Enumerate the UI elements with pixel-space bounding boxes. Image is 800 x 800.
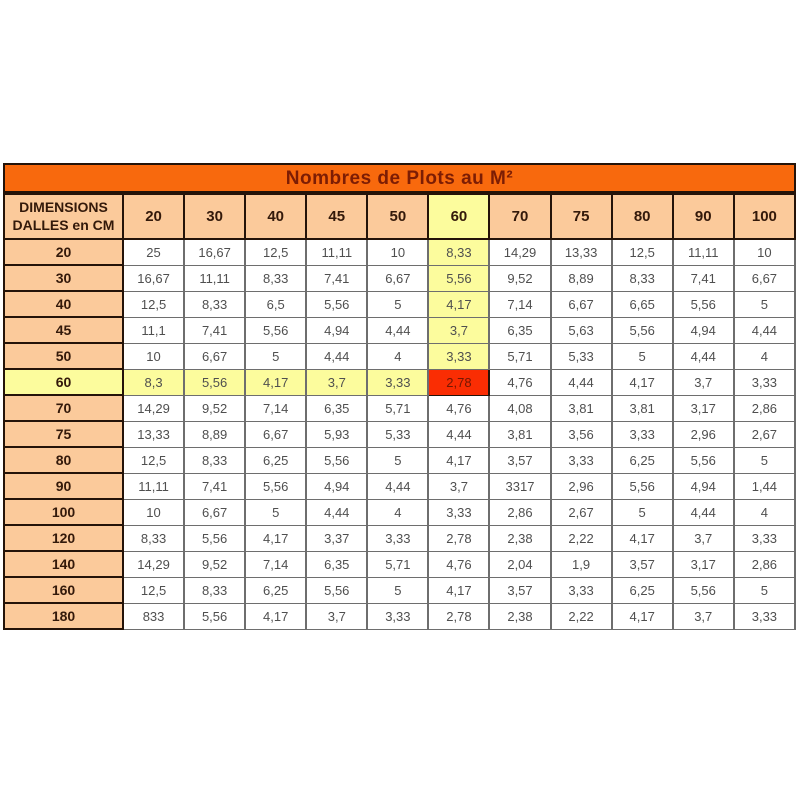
cell-30-60: 5,56 [428, 265, 489, 291]
cell-75-70: 3,81 [489, 421, 550, 447]
cell-45-30: 7,41 [184, 317, 245, 343]
plots-per-m2-table [3, 163, 796, 630]
cell-40-90: 5,56 [673, 291, 734, 317]
cell-60-75: 4,44 [551, 369, 612, 395]
cell-40-45: 5,56 [306, 291, 367, 317]
cell-50-60: 3,33 [428, 343, 489, 369]
cell-45-90: 4,94 [673, 317, 734, 343]
cell-90-100: 1,44 [734, 473, 795, 499]
cell-120-90: 3,7 [673, 525, 734, 551]
cell-90-40: 5,56 [245, 473, 306, 499]
cell-20-100: 10 [734, 239, 795, 265]
column-header-90: 90 [673, 194, 734, 239]
cell-60-20: 8,3 [123, 369, 184, 395]
column-header-45: 45 [306, 194, 367, 239]
table-body [4, 239, 795, 629]
cell-100-40: 5 [245, 499, 306, 525]
table-row-80 [4, 447, 795, 473]
cell-40-20: 12,5 [123, 291, 184, 317]
table-row-75 [4, 421, 795, 447]
cell-100-60: 3,33 [428, 499, 489, 525]
cell-50-100: 4 [734, 343, 795, 369]
cell-90-20: 11,11 [123, 473, 184, 499]
cell-75-90: 2,96 [673, 421, 734, 447]
cell-100-70: 2,86 [489, 499, 550, 525]
cell-50-20: 10 [123, 343, 184, 369]
cell-70-30: 9,52 [184, 395, 245, 421]
cell-45-45: 4,94 [306, 317, 367, 343]
cell-90-30: 7,41 [184, 473, 245, 499]
cell-120-80: 4,17 [612, 525, 673, 551]
cell-100-75: 2,67 [551, 499, 612, 525]
cell-90-50: 4,44 [367, 473, 428, 499]
cell-140-40: 7,14 [245, 551, 306, 577]
cell-50-75: 5,33 [551, 343, 612, 369]
table-row-100 [4, 499, 795, 525]
cell-40-60: 4,17 [428, 291, 489, 317]
cell-180-90: 3,7 [673, 603, 734, 629]
table-row-45 [4, 317, 795, 343]
row-header-50: 50 [4, 343, 123, 369]
cell-70-40: 7,14 [245, 395, 306, 421]
table-row-40 [4, 291, 795, 317]
column-header-75: 75 [551, 194, 612, 239]
cell-20-60: 8,33 [428, 239, 489, 265]
cell-75-30: 8,89 [184, 421, 245, 447]
cell-60-40: 4,17 [245, 369, 306, 395]
cell-120-70: 2,38 [489, 525, 550, 551]
cell-20-70: 14,29 [489, 239, 550, 265]
cell-45-80: 5,56 [612, 317, 673, 343]
table-row-50 [4, 343, 795, 369]
column-header-100: 100 [734, 194, 795, 239]
cell-50-30: 6,67 [184, 343, 245, 369]
cell-75-45: 5,93 [306, 421, 367, 447]
cell-45-40: 5,56 [245, 317, 306, 343]
cell-120-50: 3,33 [367, 525, 428, 551]
table-row-20 [4, 239, 795, 265]
cell-180-50: 3,33 [367, 603, 428, 629]
cell-90-90: 4,94 [673, 473, 734, 499]
cell-100-90: 4,44 [673, 499, 734, 525]
cell-75-40: 6,67 [245, 421, 306, 447]
cell-100-30: 6,67 [184, 499, 245, 525]
cell-45-100: 4,44 [734, 317, 795, 343]
cell-140-100: 2,86 [734, 551, 795, 577]
corner-header-line1: DIMENSIONS [19, 199, 108, 215]
row-header-180: 180 [4, 603, 123, 629]
cell-30-50: 6,67 [367, 265, 428, 291]
cell-180-30: 5,56 [184, 603, 245, 629]
cell-30-20: 16,67 [123, 265, 184, 291]
column-header-40: 40 [245, 194, 306, 239]
row-header-20: 20 [4, 239, 123, 265]
row-header-80: 80 [4, 447, 123, 473]
table-row-180 [4, 603, 795, 629]
cell-40-75: 6,67 [551, 291, 612, 317]
cell-75-50: 5,33 [367, 421, 428, 447]
header-row [4, 194, 795, 239]
cell-50-45: 4,44 [306, 343, 367, 369]
cell-160-20: 12,5 [123, 577, 184, 603]
cell-120-40: 4,17 [245, 525, 306, 551]
cell-80-70: 3,57 [489, 447, 550, 473]
row-header-120: 120 [4, 525, 123, 551]
table-header [4, 194, 795, 239]
column-header-80: 80 [612, 194, 673, 239]
cell-140-30: 9,52 [184, 551, 245, 577]
cell-75-100: 2,67 [734, 421, 795, 447]
cell-40-80: 6,65 [612, 291, 673, 317]
cell-140-20: 14,29 [123, 551, 184, 577]
cell-80-75: 3,33 [551, 447, 612, 473]
cell-30-75: 8,89 [551, 265, 612, 291]
cell-60-60: 2,78 [428, 369, 489, 395]
cell-180-40: 4,17 [245, 603, 306, 629]
cell-90-70: 3317 [489, 473, 550, 499]
cell-30-45: 7,41 [306, 265, 367, 291]
cell-140-80: 3,57 [612, 551, 673, 577]
cell-60-45: 3,7 [306, 369, 367, 395]
cell-120-75: 2,22 [551, 525, 612, 551]
cell-160-30: 8,33 [184, 577, 245, 603]
cell-100-80: 5 [612, 499, 673, 525]
cell-50-90: 4,44 [673, 343, 734, 369]
cell-80-45: 5,56 [306, 447, 367, 473]
cell-100-45: 4,44 [306, 499, 367, 525]
cell-20-20: 25 [123, 239, 184, 265]
cell-160-70: 3,57 [489, 577, 550, 603]
cell-140-45: 6,35 [306, 551, 367, 577]
table-row-30 [4, 265, 795, 291]
corner-header [4, 194, 123, 239]
cell-75-20: 13,33 [123, 421, 184, 447]
row-header-60: 60 [4, 369, 123, 395]
column-header-70: 70 [489, 194, 550, 239]
row-header-160: 160 [4, 577, 123, 603]
table-row-60 [4, 369, 795, 395]
corner-header-line2: DALLES en CM [12, 216, 115, 233]
cell-160-75: 3,33 [551, 577, 612, 603]
cell-140-90: 3,17 [673, 551, 734, 577]
cell-60-70: 4,76 [489, 369, 550, 395]
cell-45-50: 4,44 [367, 317, 428, 343]
cell-50-50: 4 [367, 343, 428, 369]
cell-50-70: 5,71 [489, 343, 550, 369]
cell-80-90: 5,56 [673, 447, 734, 473]
cell-70-75: 3,81 [551, 395, 612, 421]
cell-70-100: 2,86 [734, 395, 795, 421]
table-row-140 [4, 551, 795, 577]
cell-80-30: 8,33 [184, 447, 245, 473]
cell-45-70: 6,35 [489, 317, 550, 343]
cell-40-50: 5 [367, 291, 428, 317]
row-header-40: 40 [4, 291, 123, 317]
cell-40-40: 6,5 [245, 291, 306, 317]
row-header-90: 90 [4, 473, 123, 499]
cell-160-50: 5 [367, 577, 428, 603]
row-header-70: 70 [4, 395, 123, 421]
cell-90-75: 2,96 [551, 473, 612, 499]
cell-100-20: 10 [123, 499, 184, 525]
cell-100-50: 4 [367, 499, 428, 525]
cell-50-80: 5 [612, 343, 673, 369]
cell-180-45: 3,7 [306, 603, 367, 629]
cell-20-90: 11,11 [673, 239, 734, 265]
cell-180-70: 2,38 [489, 603, 550, 629]
cell-90-80: 5,56 [612, 473, 673, 499]
row-header-75: 75 [4, 421, 123, 447]
cell-45-20: 11,1 [123, 317, 184, 343]
data-table [3, 193, 796, 630]
cell-90-60: 3,7 [428, 473, 489, 499]
cell-160-80: 6,25 [612, 577, 673, 603]
table-row-160 [4, 577, 795, 603]
column-header-20: 20 [123, 194, 184, 239]
cell-70-90: 3,17 [673, 395, 734, 421]
table-title: Nombres de Plots au M² [3, 163, 796, 193]
cell-20-75: 13,33 [551, 239, 612, 265]
cell-40-70: 7,14 [489, 291, 550, 317]
cell-140-75: 1,9 [551, 551, 612, 577]
cell-140-60: 4,76 [428, 551, 489, 577]
cell-20-40: 12,5 [245, 239, 306, 265]
cell-30-100: 6,67 [734, 265, 795, 291]
cell-180-100: 3,33 [734, 603, 795, 629]
cell-70-80: 3,81 [612, 395, 673, 421]
cell-80-80: 6,25 [612, 447, 673, 473]
cell-70-20: 14,29 [123, 395, 184, 421]
cell-30-80: 8,33 [612, 265, 673, 291]
cell-50-40: 5 [245, 343, 306, 369]
table-row-120 [4, 525, 795, 551]
cell-45-60: 3,7 [428, 317, 489, 343]
cell-40-30: 8,33 [184, 291, 245, 317]
cell-60-30: 5,56 [184, 369, 245, 395]
cell-20-80: 12,5 [612, 239, 673, 265]
cell-45-75: 5,63 [551, 317, 612, 343]
cell-75-60: 4,44 [428, 421, 489, 447]
row-header-140: 140 [4, 551, 123, 577]
cell-140-50: 5,71 [367, 551, 428, 577]
cell-70-70: 4,08 [489, 395, 550, 421]
cell-70-50: 5,71 [367, 395, 428, 421]
cell-20-30: 16,67 [184, 239, 245, 265]
table-row-90 [4, 473, 795, 499]
cell-30-30: 11,11 [184, 265, 245, 291]
cell-160-40: 6,25 [245, 577, 306, 603]
column-header-30: 30 [184, 194, 245, 239]
cell-120-20: 8,33 [123, 525, 184, 551]
row-header-30: 30 [4, 265, 123, 291]
cell-30-40: 8,33 [245, 265, 306, 291]
cell-60-100: 3,33 [734, 369, 795, 395]
cell-80-100: 5 [734, 447, 795, 473]
cell-120-60: 2,78 [428, 525, 489, 551]
cell-70-45: 6,35 [306, 395, 367, 421]
column-header-50: 50 [367, 194, 428, 239]
cell-180-60: 2,78 [428, 603, 489, 629]
cell-80-20: 12,5 [123, 447, 184, 473]
cell-20-45: 11,11 [306, 239, 367, 265]
cell-120-30: 5,56 [184, 525, 245, 551]
cell-160-45: 5,56 [306, 577, 367, 603]
cell-60-50: 3,33 [367, 369, 428, 395]
cell-70-60: 4,76 [428, 395, 489, 421]
cell-180-20: 833 [123, 603, 184, 629]
cell-20-50: 10 [367, 239, 428, 265]
cell-160-90: 5,56 [673, 577, 734, 603]
cell-30-90: 7,41 [673, 265, 734, 291]
cell-80-60: 4,17 [428, 447, 489, 473]
cell-100-100: 4 [734, 499, 795, 525]
cell-75-75: 3,56 [551, 421, 612, 447]
cell-30-70: 9,52 [489, 265, 550, 291]
cell-75-80: 3,33 [612, 421, 673, 447]
cell-80-40: 6,25 [245, 447, 306, 473]
cell-160-60: 4,17 [428, 577, 489, 603]
cell-90-45: 4,94 [306, 473, 367, 499]
row-header-100: 100 [4, 499, 123, 525]
cell-180-75: 2,22 [551, 603, 612, 629]
cell-120-45: 3,37 [306, 525, 367, 551]
column-header-60: 60 [428, 194, 489, 239]
cell-40-100: 5 [734, 291, 795, 317]
row-header-45: 45 [4, 317, 123, 343]
cell-80-50: 5 [367, 447, 428, 473]
cell-140-70: 2,04 [489, 551, 550, 577]
cell-180-80: 4,17 [612, 603, 673, 629]
cell-160-100: 5 [734, 577, 795, 603]
cell-60-90: 3,7 [673, 369, 734, 395]
cell-120-100: 3,33 [734, 525, 795, 551]
cell-60-80: 4,17 [612, 369, 673, 395]
table-row-70 [4, 395, 795, 421]
